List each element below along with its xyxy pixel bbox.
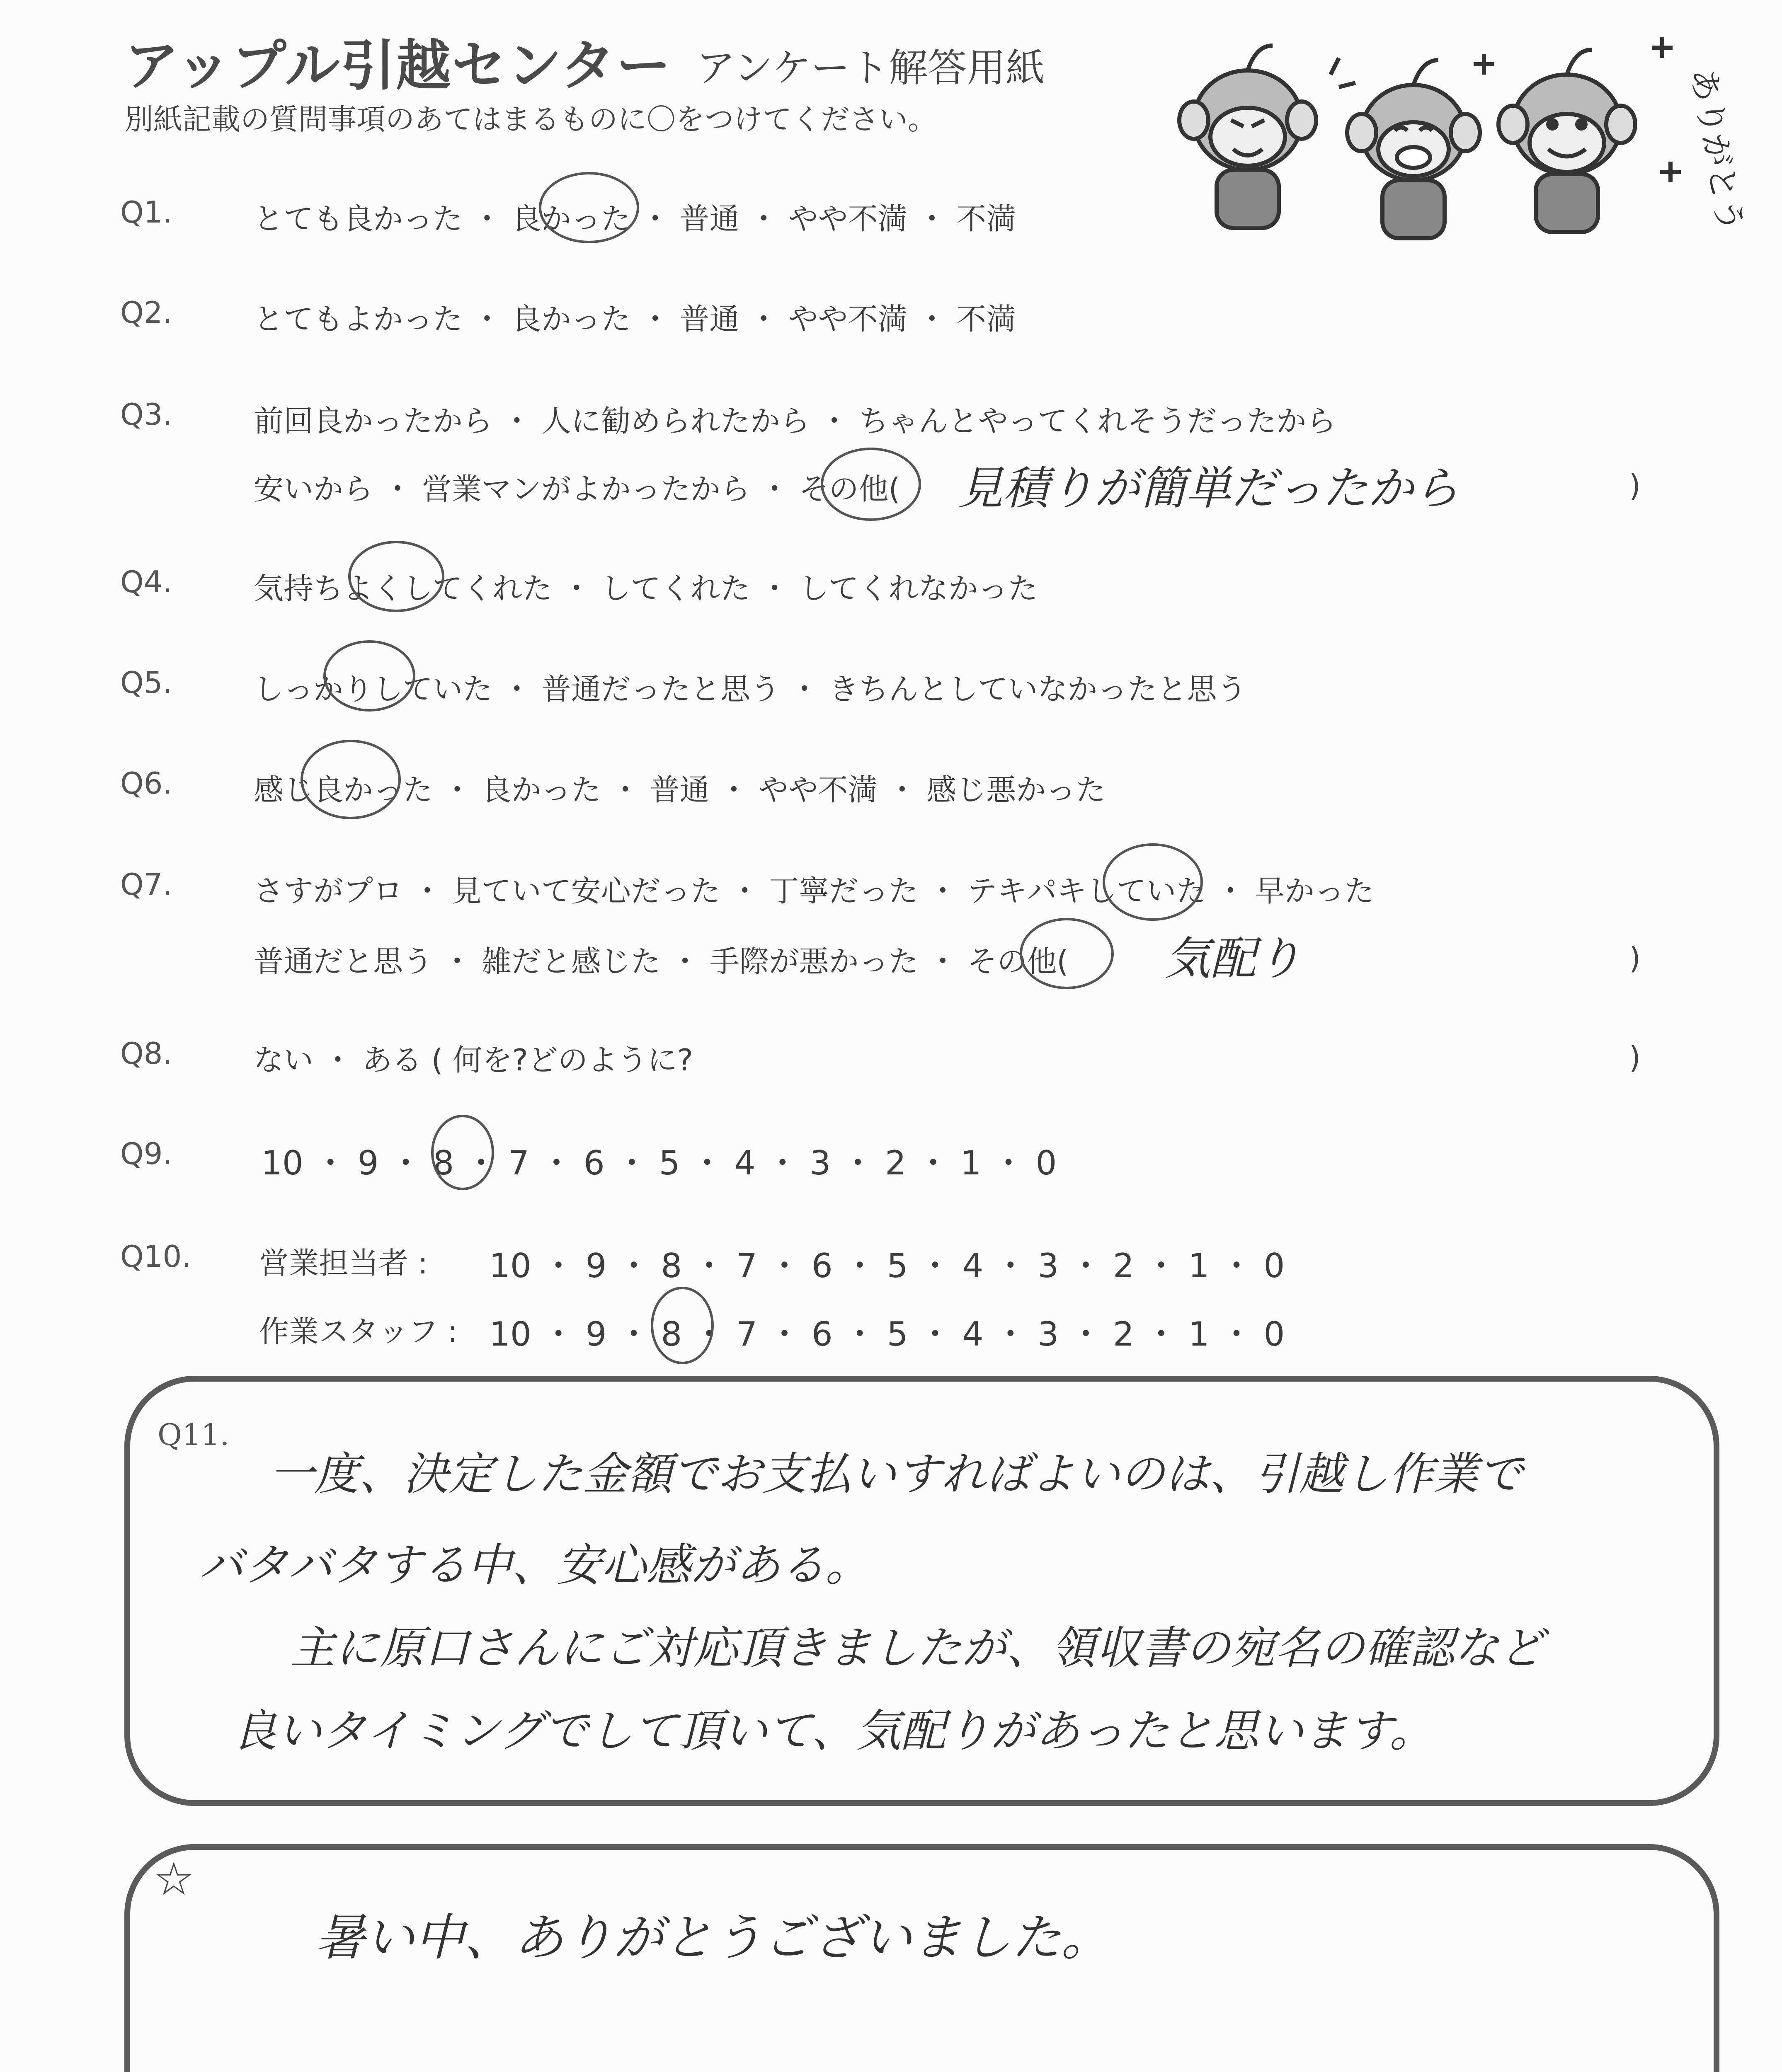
q10-staff-answer-circle — [651, 1287, 714, 1364]
q3-options-line2: 安いから ・ 営業マンがよかったから ・ その他( — [254, 472, 900, 506]
q4-options: 気持ちよくしてくれた ・ してくれた ・ してくれなかった — [254, 571, 1038, 606]
q7-handwritten-answer: 気配り — [1165, 932, 1302, 985]
q2-label: Q2. — [120, 295, 172, 330]
q5-options: しっかりしていた ・ 普通だったと思う ・ きちんとしていなかったと思う — [254, 672, 1247, 707]
instruction-text: 別紙記載の質問事項のあてはまるものに〇をつけてください。 — [124, 102, 937, 136]
q4-label: Q4. — [120, 564, 172, 599]
q11-line-2: バタバタする中、安心感がある。 — [199, 1539, 870, 1591]
q9-scale: 10 ・ 9 ・ 8 ・ 7 ・ 6 ・ 5 ・ 4 ・ 3 ・ 2 ・ 1 ・ 0 — [261, 1144, 1057, 1182]
q8-options: ない ・ ある ( 何を?どのように? — [254, 1043, 693, 1077]
q4-answer-circle — [348, 541, 444, 612]
q11-label: Q11. — [158, 1417, 230, 1452]
q11-line-1: 一度、決定した金額でお支払いすればよいのは、引越し作業で — [269, 1448, 1523, 1500]
q10-sales-label: 営業担当者 : — [259, 1246, 428, 1280]
q6-options: 感じ良かった ・ 良かった ・ 普通 ・ やや不満 ・ 感じ悪かった — [254, 772, 1106, 807]
q5-label: Q5. — [120, 665, 172, 700]
q7-options-line1: さすがプロ ・ 見ていて安心だった ・ 丁寧だった ・ テキパキしていた ・ 早かった — [254, 874, 1375, 908]
q6-answer-circle — [301, 740, 401, 819]
q7-other-circle — [1020, 918, 1114, 989]
q8-label: Q8. — [120, 1036, 172, 1071]
q10-staff-scale: 10 ・ 9 ・ 8 ・ 7 ・ 6 ・ 5 ・ 4 ・ 3 ・ 2 ・ 1 ・ 0 — [489, 1315, 1285, 1353]
q3-answer-circle — [821, 448, 921, 521]
q3-close-paren: ) — [1629, 468, 1641, 503]
q3-handwritten-answer: 見積りが簡単だったから — [958, 462, 1459, 515]
star-icon: ☆ — [153, 1852, 194, 1905]
comment-text: 暑い中、ありがとうございました。 — [315, 1909, 1111, 1967]
thanks-text: ありがとう — [1683, 65, 1750, 235]
q11-line-3: 主に原口さんにご対応頂きましたが、領収書の宛名の確認など — [290, 1622, 1544, 1674]
q8-close-paren: ) — [1629, 1040, 1641, 1075]
q2-options: とてもよかった ・ 良かった ・ 普通 ・ やや不満 ・ 不満 — [254, 302, 1016, 336]
q10-staff-label: 作業スタッフ : — [259, 1314, 458, 1349]
q10-label: Q10. — [120, 1239, 192, 1274]
monkey-mascots-illustration — [1144, 25, 1750, 257]
q6-label: Q6. — [120, 766, 172, 801]
q1-answer-circle — [539, 172, 639, 243]
q7-options-line2: 普通だと思う ・ 雑だと感じた ・ 手際が悪かった ・ その他( — [254, 944, 1069, 979]
q5-answer-circle — [323, 640, 415, 712]
q9-answer-circle — [431, 1115, 494, 1190]
form-subtitle: アンケート解答用紙 — [696, 46, 1045, 91]
q7-answer-circle — [1103, 843, 1203, 921]
q7-close-paren: ) — [1629, 941, 1641, 975]
q1-options: とても良かった ・ 良かった ・ 普通 ・ やや不満 ・ 不満 — [254, 201, 1016, 236]
company-title: アップル引越センター — [124, 34, 672, 98]
q9-label: Q9. — [120, 1136, 172, 1171]
q11-line-4: 良いタイミングでして頂いて、気配りがあったと思います。 — [232, 1705, 1434, 1757]
q1-label: Q1. — [120, 195, 172, 230]
q10-sales-scale: 10 ・ 9 ・ 8 ・ 7 ・ 6 ・ 5 ・ 4 ・ 3 ・ 2 ・ 1 ・ 0 — [489, 1247, 1285, 1285]
q3-options-line1: 前回良かったから ・ 人に勧められたから ・ ちゃんとやってくれそうだったから — [254, 404, 1336, 438]
q3-label: Q3. — [120, 397, 172, 432]
q7-label: Q7. — [120, 867, 172, 902]
